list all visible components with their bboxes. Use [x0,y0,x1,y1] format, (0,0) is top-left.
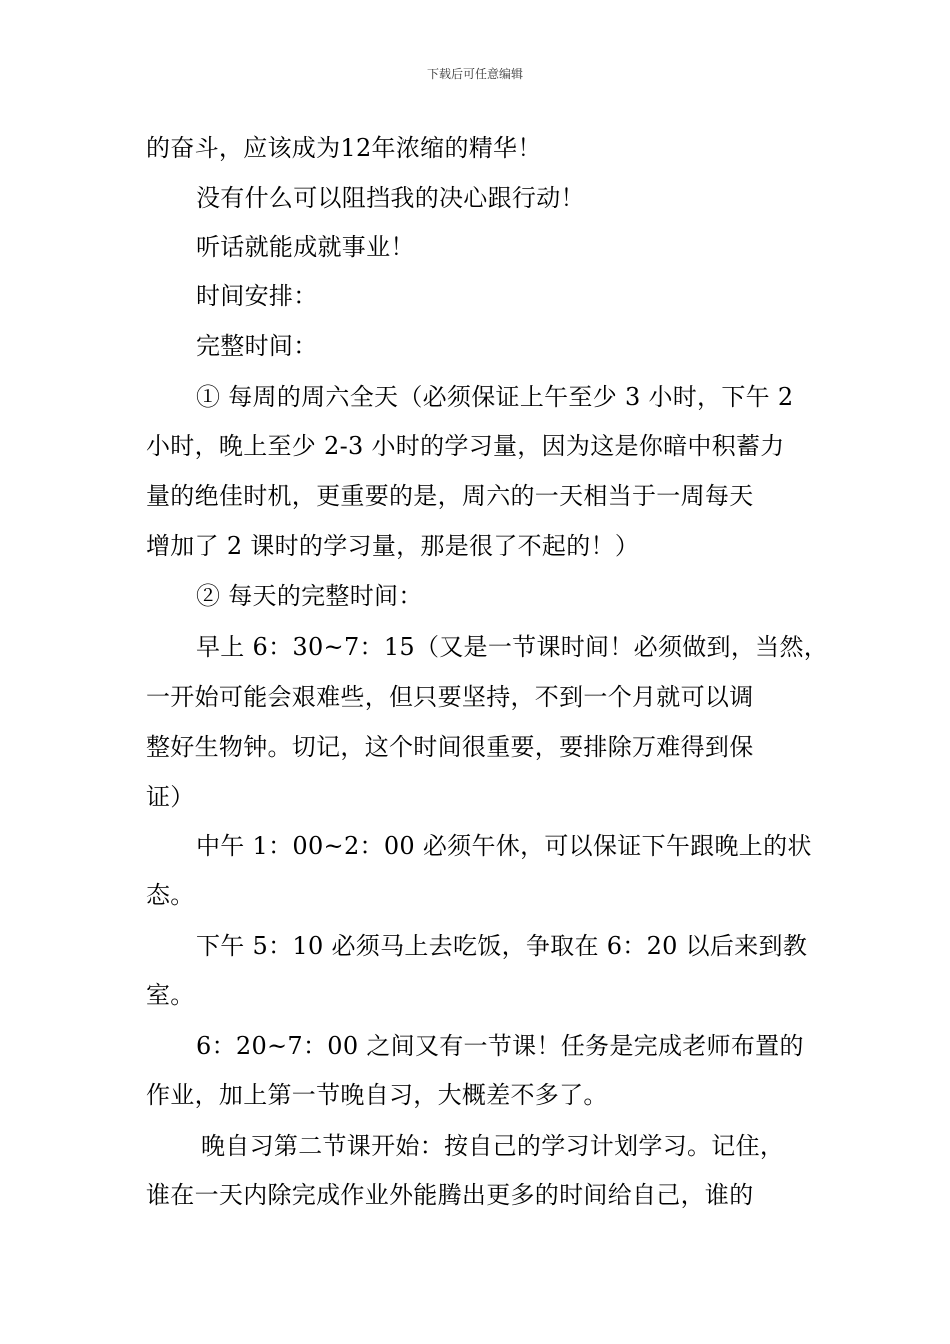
text-line: ① 每周的周六全天（必须保证上午至少 3 小时，下午 2 [196,383,794,411]
text-line: 没有什么可以阻挡我的决心跟行动！ [196,184,585,212]
text-line: 一开始可能会艰难些，但只要坚持，不到一个月就可以调 [146,683,754,711]
text-line: 作业，加上第一节晚自习，大概差不多了。 [146,1081,608,1109]
text-line: 完整时间： [196,332,318,360]
text-line: 听话就能成就事业！ [196,233,415,261]
text-line: ② 每天的完整时间： [196,582,423,610]
text-line: 时间安排： [196,282,318,310]
text-line: 6：20~7：00 之间又有一节课！任务是完成老师布置的 [196,1032,804,1060]
text-line: 增加了 2 课时的学习量，那是很了不起的！） [146,532,640,560]
text-line: 量的绝佳时机，更重要的是，周六的一天相当于一周每天 [146,482,754,510]
text-line: 晚自习第二节课开始：按自己的学习计划学习。记住， [201,1132,785,1160]
text-line: 谁在一天内除完成作业外能腾出更多的时间给自己，谁的 [146,1181,754,1209]
text-line: 小时，晚上至少 2-3 小时的学习量，因为这是你暗中积蓄力 [146,432,785,460]
page-header: 下载后可任意编辑 [426,67,523,81]
text-line: 室。 [146,981,195,1009]
text-line: 的奋斗，应该成为12年浓缩的精华！ [146,134,542,162]
text-line: 态。 [146,881,195,909]
text-line: 中午 1：00~2：00 必须午休，可以保证下午跟晚上的状 [196,832,812,860]
text-line: 整好生物钟。切记，这个时间很重要，要排除万难得到保 [146,733,754,761]
text-line: 早上 6：30~7：15（又是一节课时间！必须做到，当然， [196,633,829,661]
text-line: 证） [146,783,195,811]
text-line: 下午 5：10 必须马上去吃饭，争取在 6：20 以后来到教 [196,932,808,960]
